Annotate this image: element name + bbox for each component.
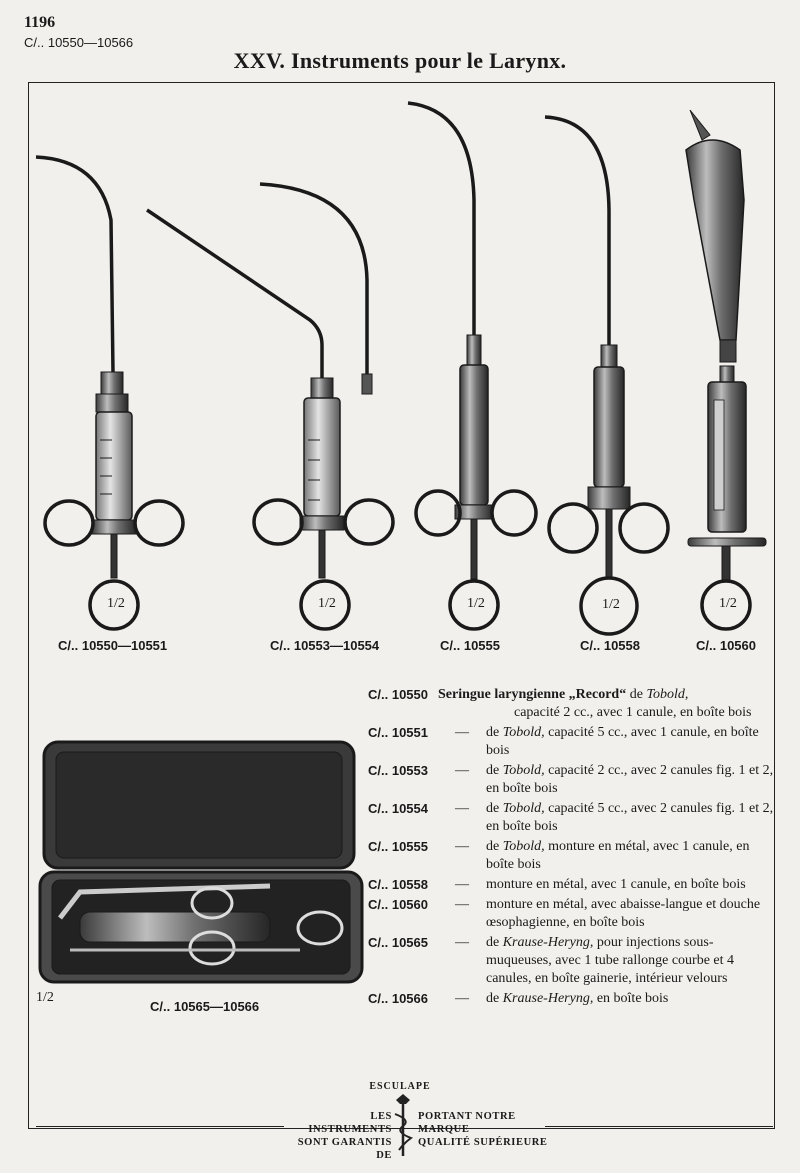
catalog-entry: C/.. 10566 — de Krause-Heryng, en boîte bois [368,990,778,1008]
scale-label: 1/2 [107,596,125,611]
catalog-entry [368,686,778,704]
entry-code: C/.. 10551 [368,725,428,740]
catalog-entry: C/.. 10555 — de Tobold, monture en métal, avec 1 canule, en boîte bois [368,838,778,874]
entry-code: C/.. 10553 [368,763,428,778]
syringe-10560-icon [686,110,766,629]
syringe-10553-icon [147,184,393,629]
page-range: C/.. 10550—10566 [24,35,134,50]
entry-description: de Krause-Heryng, pour injections sous-muqueuses, avec 1 tube rallonge courbe et 4 canules, en boîte gainerie, intérieur velours [486,935,735,986]
catalog-entry: C/.. 10565 — de Krause-Heryng, pour injections sous-muqueuses, avec 1 tube rallonge courbe et 4 canules, en boîte gainerie, intérieur velours [368,934,778,988]
entry-description: de Tobold, capacité 5 cc., avec 2 canules fig. 1 et 2, en boîte bois [486,801,774,834]
figure-caption: C/.. 10555 [440,638,500,653]
instrument-case-icon [40,742,362,982]
scale-label: 1/2 [318,596,336,611]
entry-code: C/.. 10560 [368,897,428,912]
entry-description: Seringue laryngienne „Record“ de Tobold, [438,687,689,702]
entry-description: de Tobold, monture en métal, avec 1 canule, en boîte bois [486,839,750,872]
entry-description: de Krause-Heryng, en boîte bois [486,991,669,1006]
catalog-entries [368,686,778,1010]
catalog-entry: C/.. 10558 — monture en métal, avec 1 canule, en boîte bois [368,876,778,894]
entry-continuation: capacité 2 cc., avec 1 canule, en boîte bois [514,705,752,720]
figure-caption: C/.. 10558 [580,638,640,653]
caduceus-icon [390,1094,416,1158]
page-number: 1196 [24,14,56,31]
page-title: XXV. Instruments pour le Larynx. [233,48,567,73]
figure-caption: C/.. 10565—10566 [150,999,260,1014]
entry-code: C/.. 10555 [368,839,428,854]
entry-code: C/.. 10550 [368,687,428,702]
figure-caption: C/.. 10553—10554 [270,638,380,653]
syringe-10555-icon [408,103,536,629]
footer-left: LES INSTRUMENTS SONT GARANTIS DE [297,1111,392,1161]
syringe-10550-icon [36,157,183,629]
scale-label: 1/2 [602,597,620,612]
footer-rule-left [36,1126,284,1127]
entry-description: monture en métal, avec abaisse-langue et douche œsophagienne, en boîte bois [486,897,761,930]
catalog-entry: C/.. 10551 — de Tobold, capacité 5 cc., avec 1 canule, en boîte bois [368,724,778,760]
catalog-entry: C/.. 10553 — de Tobold, capacité 2 cc., avec 2 canules fig. 1 et 2, en boîte bois [368,762,778,798]
scale-label: 1/2 [467,596,485,611]
footer-rule-right [545,1126,773,1127]
catalog-entry: C/.. 10560 — monture en métal, avec abaisse-langue et douche œsophagienne, en boîte bois [368,896,778,932]
entry-code: C/.. 10565 [368,935,428,950]
figure-caption: C/.. 10550—10551 [58,638,168,653]
figure-caption: C/.. 10560 [696,638,756,653]
entry-description: de Tobold, capacité 5 cc., avec 1 canule, en boîte bois [486,725,759,758]
entry-description: de Tobold, capacité 2 cc., avec 2 canules fig. 1 et 2, en boîte bois [486,763,774,796]
syringe-10558-icon [545,117,668,634]
entry-code: C/.. 10566 [368,991,428,1006]
scale-label: 1/2 [36,990,54,1005]
entry-description: monture en métal, avec 1 canule, en boîte bois [486,877,746,892]
entry-code: C/.. 10554 [368,801,428,816]
footer-brand: ESCULAPE [369,1081,431,1092]
catalog-entry: C/.. 10554 — de Tobold, capacité 5 cc., avec 2 canules fig. 1 et 2, en boîte bois [368,800,778,836]
entry-code: C/.. 10558 [368,877,428,892]
scale-label: 1/2 [719,596,737,611]
footer-right: PORTANT NOTRE MARQUE QUALITÉ SUPÉRIEURE [418,1111,548,1148]
